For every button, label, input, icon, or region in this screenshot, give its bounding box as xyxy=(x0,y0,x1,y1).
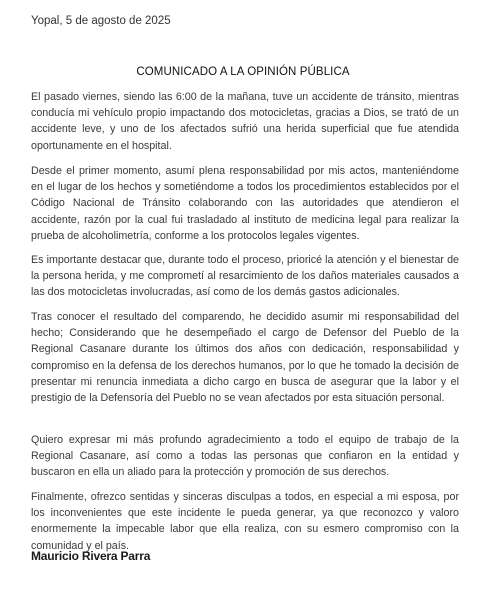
paragraph-accident-description: El pasado viernes, siendo las 6:00 de la mañana, tuve un accidente de tránsito, mientras conducía mi vehículo propio impactando dos motocicletas, gracias a Dios, se trató de un accidente leve, y uno de los afectados sufrió una herida superficial que fue atendida oportunamente en el hospital. xyxy=(31,91,459,152)
paragraph-responsibility: Desde el primer momento, asumí plena responsabilidad por mis actos, manteniéndome en el lugar de los hechos y sometiéndome a todos los procedimientos establecidos por el Código Nacional de Tránsito colaborando con las autoridades que atendieron el accidente, razón por la cual fui trasladado al instituto de medicina legal para realizar la prueba de alcoholimetría, conforme a los protocolos legales vigentes. xyxy=(31,165,459,242)
document-title: COMUNICADO A LA OPINIÓN PÚBLICA xyxy=(136,66,350,78)
paragraph-resignation: Tras conocer el resultado del comparendo, he decidido asumir mi responsabilidad del hecho; Considerando que he desempeñado el cargo de Defensor del Pueblo de la Regional Casanare durante los últimos dos años con dedicación, responsabilidad y compromiso en la defensa de los derechos humanos, por lo que he tomado la decisión de presentar mi renuncia inmediata a dicho cargo en busca de asegurar que la labor y el prestigio de la Defensoría del Pueblo no se vean afectados por esta situación personal. xyxy=(31,311,459,405)
document-date: Yopal, 5 de agosto de 2025 xyxy=(31,15,171,27)
paragraph-commitment: Es importante destacar que, durante todo el proceso, prioricé la atención y el bienestar de la persona herida, y me comprometí al resarcimiento de los daños materiales causados a las dos motocicletas involucradas, así como de los demás gastos adicionales. xyxy=(31,254,459,299)
paragraph-gratitude: Quiero expresar mi más profundo agradecimiento a todo el equipo de trabajo de la Regional Casanare, así como a todas las personas que confiaron en la entidad y buscaron en ella un aliado para la protección y promoción de sus derechos. xyxy=(31,434,459,479)
signature-name: Mauricio Rivera Parra xyxy=(31,549,151,563)
paragraph-apology: Finalmente, ofrezco sentidas y sinceras disculpas a todos, en especial a mi esposa, por los inconvenientes que este incidente le pueda generar, ya que reconozco y valoro enormemente la impecable labor que ella realiza, con su esmero compromiso con la comunidad y el país. xyxy=(31,491,459,552)
